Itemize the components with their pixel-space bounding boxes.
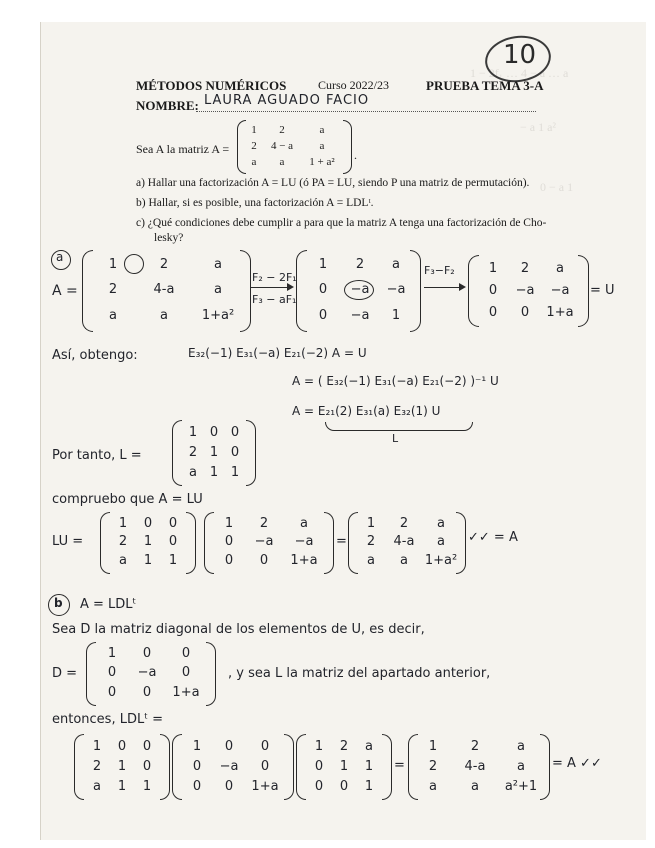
LDLt-L-matrix — [84, 736, 160, 796]
final-check: = A ✓✓ — [552, 756, 602, 771]
underbrace — [325, 422, 473, 431]
matrix-cell: 2 — [279, 124, 285, 136]
problem-item-c-cont: lesky? — [154, 232, 184, 244]
matrix-cell: 0 — [142, 646, 152, 662]
matrix-cell: 2 — [159, 257, 169, 273]
paren — [343, 120, 352, 174]
matrix-cell: 1 — [364, 758, 374, 774]
matrix-cell: 0 — [181, 665, 191, 681]
matrix-cell: 0 — [230, 424, 240, 440]
matrix-cell: 0 — [224, 553, 234, 569]
matrix-cell: a²+1 — [504, 778, 538, 794]
equation-3: A = E₂₁(2) E₃₁(a) E₃₂(1) U — [292, 404, 441, 418]
matrix-cell: 2 — [339, 738, 349, 754]
matrix-cell: 0 — [339, 778, 349, 794]
matrix-cell: a — [160, 307, 168, 323]
matrix-cell: a — [251, 156, 257, 168]
matrix-cell: −a — [137, 665, 157, 681]
matrix-cell: 1 + a² — [309, 156, 335, 168]
D-matrix — [96, 644, 206, 702]
matrix-cell: 1 — [118, 515, 128, 531]
matrix-cell: a — [189, 464, 197, 480]
student-name: LAURA AGUADO FACIO — [204, 93, 370, 108]
paren — [296, 734, 306, 800]
paren — [206, 642, 216, 706]
bleed-through-text: − a 1 a² — [520, 120, 557, 134]
course-year: Curso 2022/23 — [318, 78, 390, 92]
matrix-cell: 1 — [107, 646, 117, 662]
course-title: MÉTODOS NUMÉRICOS — [136, 78, 287, 93]
matrix-cell: a — [517, 758, 525, 774]
matrix-cell: 1 — [209, 444, 219, 460]
matrix-cell: 0 — [318, 282, 328, 298]
paren — [408, 734, 418, 800]
matrix-cell: 0 — [107, 684, 117, 700]
arrow-2 — [424, 287, 464, 288]
paren — [348, 512, 358, 574]
matrix-cell: 1 — [251, 124, 257, 136]
entonces: entonces, LDLᵗ = — [52, 712, 164, 727]
equals: = — [394, 758, 405, 773]
paren — [246, 420, 256, 486]
matrix-cell: 1+a² — [424, 553, 458, 569]
U-equals: = U — [590, 283, 615, 298]
matrix-cell: 1 — [143, 534, 153, 550]
matrix-cell: 1 — [230, 464, 240, 480]
matrix-cell: 0 — [259, 553, 269, 569]
matrix-cell: 1 — [168, 553, 178, 569]
matrix-cell: 0 — [143, 515, 153, 531]
matrix-cell: 0 — [224, 738, 234, 754]
name-dotted-line — [196, 111, 536, 112]
matrix-cell: −a — [350, 282, 370, 298]
matrix-cell: 1+a² — [201, 307, 235, 323]
LU-result-matrix — [358, 514, 458, 570]
LU-label: LU = — [52, 534, 84, 549]
paren — [74, 734, 84, 800]
part-a-label: a — [56, 250, 64, 264]
problem-intro: Sea A la matriz A = — [136, 142, 230, 156]
matrix-cell: 0 — [260, 758, 270, 774]
matrix-cell: 2 — [520, 260, 530, 276]
paren — [204, 512, 214, 574]
row-op-3: F₃−F₂ — [424, 264, 455, 277]
bleed-through-text: 0 − a 1 — [540, 180, 574, 194]
problem-item-a: a) Hallar una factorización A = LU (ó PA = LU, siendo P una matriz de permutación). — [136, 177, 530, 189]
matrix-cell: 1 — [224, 515, 234, 531]
paren — [410, 250, 421, 332]
matrix-cell: 2 — [251, 140, 257, 152]
matrix-cell: a — [429, 778, 437, 794]
matrix-cell: 0 — [209, 424, 219, 440]
brace-label: L — [392, 432, 399, 445]
matrix-cell: a — [517, 738, 525, 754]
matrix-cell: 0 — [230, 444, 240, 460]
matrix-cell: 2 — [259, 515, 269, 531]
U-matrix — [478, 257, 578, 323]
matrix-cell: 1 — [117, 758, 127, 774]
matrix-cell: a — [214, 257, 222, 273]
LDLt-result-matrix — [418, 736, 540, 796]
matrix-cell: 2 — [428, 758, 438, 774]
matrix-cell: 4-a — [153, 282, 175, 298]
matrix-cell: 2 — [92, 758, 102, 774]
matrix-cell: 1 — [339, 758, 349, 774]
pivot-circle — [124, 254, 144, 274]
matrix-cell: a — [392, 257, 400, 273]
LDLt-Lt-matrix — [306, 736, 382, 796]
paren — [578, 255, 589, 327]
matrix-cell: 1+a — [546, 304, 574, 320]
matrix-cell: a — [556, 260, 564, 276]
matrix-cell: 1 — [188, 424, 198, 440]
matrix-cell: 1 — [318, 257, 328, 273]
matrix-cell: 0 — [192, 778, 202, 794]
matrix-cell: −a — [254, 534, 274, 550]
matrix-cell: a — [471, 778, 479, 794]
matrix-cell: 2 — [366, 534, 376, 550]
exam-title: PRUEBA TEMA 3-A — [426, 78, 544, 93]
paren — [100, 512, 110, 574]
matrix-cell: 1 — [143, 553, 153, 569]
matrix-cell: 1 — [142, 778, 152, 794]
matrix-cell: 0 — [181, 646, 191, 662]
D-label: D = — [52, 666, 78, 681]
matrix-cell: 0 — [168, 534, 178, 550]
problem-matrix — [244, 122, 344, 170]
matrix-cell: 0 — [488, 282, 498, 298]
asi-obtengo: Así, obtengo: — [52, 348, 138, 363]
matrix-cell: 0 — [224, 534, 234, 550]
matrix-cell: 0 — [314, 758, 324, 774]
matrix-cell: 0 — [107, 665, 117, 681]
matrix-cell: a — [367, 553, 375, 569]
matrix-cell: 1 — [314, 738, 324, 754]
matrix-cell: 1 — [391, 307, 401, 323]
L-matrix — [182, 422, 246, 482]
matrix-cell: a — [300, 515, 308, 531]
matrix-cell: 1 — [108, 257, 118, 273]
sentence-2: , y sea L la matriz del apartado anterior, — [228, 666, 491, 681]
matrix-cell: 0 — [260, 738, 270, 754]
problem-item-b: b) Hallar, si es posible, una factorización A = LDLᵗ. — [136, 197, 374, 209]
matrix-cell: a — [119, 553, 127, 569]
matrix-cell: 0 — [314, 778, 324, 794]
LDLt-D-matrix — [182, 736, 284, 796]
matrix-cell: 0 — [488, 304, 498, 320]
paren — [172, 734, 182, 800]
matrix-cell: 2 — [188, 444, 198, 460]
matrix-cell: 2 — [399, 515, 409, 531]
paren — [160, 734, 170, 800]
por-tanto: Por tanto, L = — [52, 448, 142, 463]
matrix-cell: −a — [294, 534, 314, 550]
matrix-cell: 0 — [142, 738, 152, 754]
matrix-cell: a — [319, 124, 325, 136]
matrix-cell: 1 — [488, 260, 498, 276]
LU-L-matrix — [110, 514, 186, 570]
pivot-circle — [344, 280, 374, 300]
matrix-cell: 1+a — [290, 553, 318, 569]
check-marks: ✓✓ = A — [468, 530, 518, 545]
matrix-cell: 0 — [117, 738, 127, 754]
matrix-cell: 1 — [428, 738, 438, 754]
paren — [382, 734, 392, 800]
bleed-through-text: 1 − 2f₁ … 4 − a … a — [470, 66, 569, 80]
period: . — [354, 148, 357, 162]
matrix-cell: 1 — [192, 738, 202, 754]
paren — [240, 250, 251, 332]
matrix-cell: −a — [550, 282, 570, 298]
A-matrix — [92, 252, 242, 328]
matrix-cell: 0 — [142, 684, 152, 700]
matrix-cell: a — [319, 140, 325, 152]
paren — [186, 512, 196, 574]
matrix-cell: 1+a — [251, 778, 279, 794]
matrix-cell: 1 — [364, 778, 374, 794]
matrix-cell: a — [109, 307, 117, 323]
LU-U-matrix — [214, 514, 324, 570]
matrix-cell: a — [365, 738, 373, 754]
matrix-cell: 0 — [192, 758, 202, 774]
matrix-cell: 1 — [92, 738, 102, 754]
paren — [284, 734, 294, 800]
matrix-cell: a — [279, 156, 285, 168]
matrix-cell: 0 — [318, 307, 328, 323]
matrix-cell: 4 − a — [270, 140, 294, 152]
matrix-cell: 1+a — [172, 684, 200, 700]
arrow-1 — [250, 287, 292, 288]
equals: = — [336, 534, 347, 549]
paren — [324, 512, 334, 574]
matrix-cell: 1 — [209, 464, 219, 480]
matrix-cell: 4-a — [464, 758, 486, 774]
paren — [86, 642, 96, 706]
matrix-cell: a — [93, 778, 101, 794]
matrix-cell: a — [437, 534, 445, 550]
matrix-cell: 0 — [142, 758, 152, 774]
paren — [540, 734, 550, 800]
part-b-label: b — [54, 596, 63, 610]
A-label: A = — [52, 283, 78, 299]
matrix-cell: 4-a — [393, 534, 415, 550]
row-op-2: F₃ − aF₁ — [252, 293, 297, 306]
matrix-cell: 2 — [355, 257, 365, 273]
part-b-heading: A = LDLᵗ — [80, 597, 137, 612]
matrix-cell: 0 — [168, 515, 178, 531]
name-label: NOMBRE: — [136, 98, 199, 113]
matrix-cell: −a — [515, 282, 535, 298]
matrix-cell: −a — [386, 282, 406, 298]
equation-2: A = ( E₃₂(−1) E₃₁(−a) E₂₁(−2) )⁻¹ U — [292, 374, 499, 388]
paren — [172, 420, 182, 486]
matrix-cell: a — [437, 515, 445, 531]
matrix-cell: −a — [219, 758, 239, 774]
matrix-cell: −a — [350, 307, 370, 323]
row-op-1: F₂ − 2F₁ — [252, 271, 297, 284]
compruebo: compruebo que A = LU — [52, 492, 203, 507]
paren — [456, 512, 466, 574]
matrix-cell: 1 — [117, 778, 127, 794]
grade-mark: 10 — [503, 40, 537, 70]
matrix-cell: 2 — [118, 534, 128, 550]
matrix-cell: 2 — [470, 738, 480, 754]
equation-1: E₃₂(−1) E₃₁(−a) E₂₁(−2) A = U — [188, 346, 367, 360]
matrix-cell: 0 — [520, 304, 530, 320]
matrix-cell: 0 — [224, 778, 234, 794]
matrix-cell: a — [400, 553, 408, 569]
sentence-1: Sea D la matriz diagonal de los elementos de U, es decir, — [52, 622, 425, 637]
matrix-cell: a — [214, 282, 222, 298]
matrix-cell: 1 — [366, 515, 376, 531]
problem-item-c: c) ¿Qué condiciones debe cumplir a para que la matriz A tenga una factorización de Cho- — [136, 217, 547, 229]
matrix-cell: 2 — [108, 282, 118, 298]
